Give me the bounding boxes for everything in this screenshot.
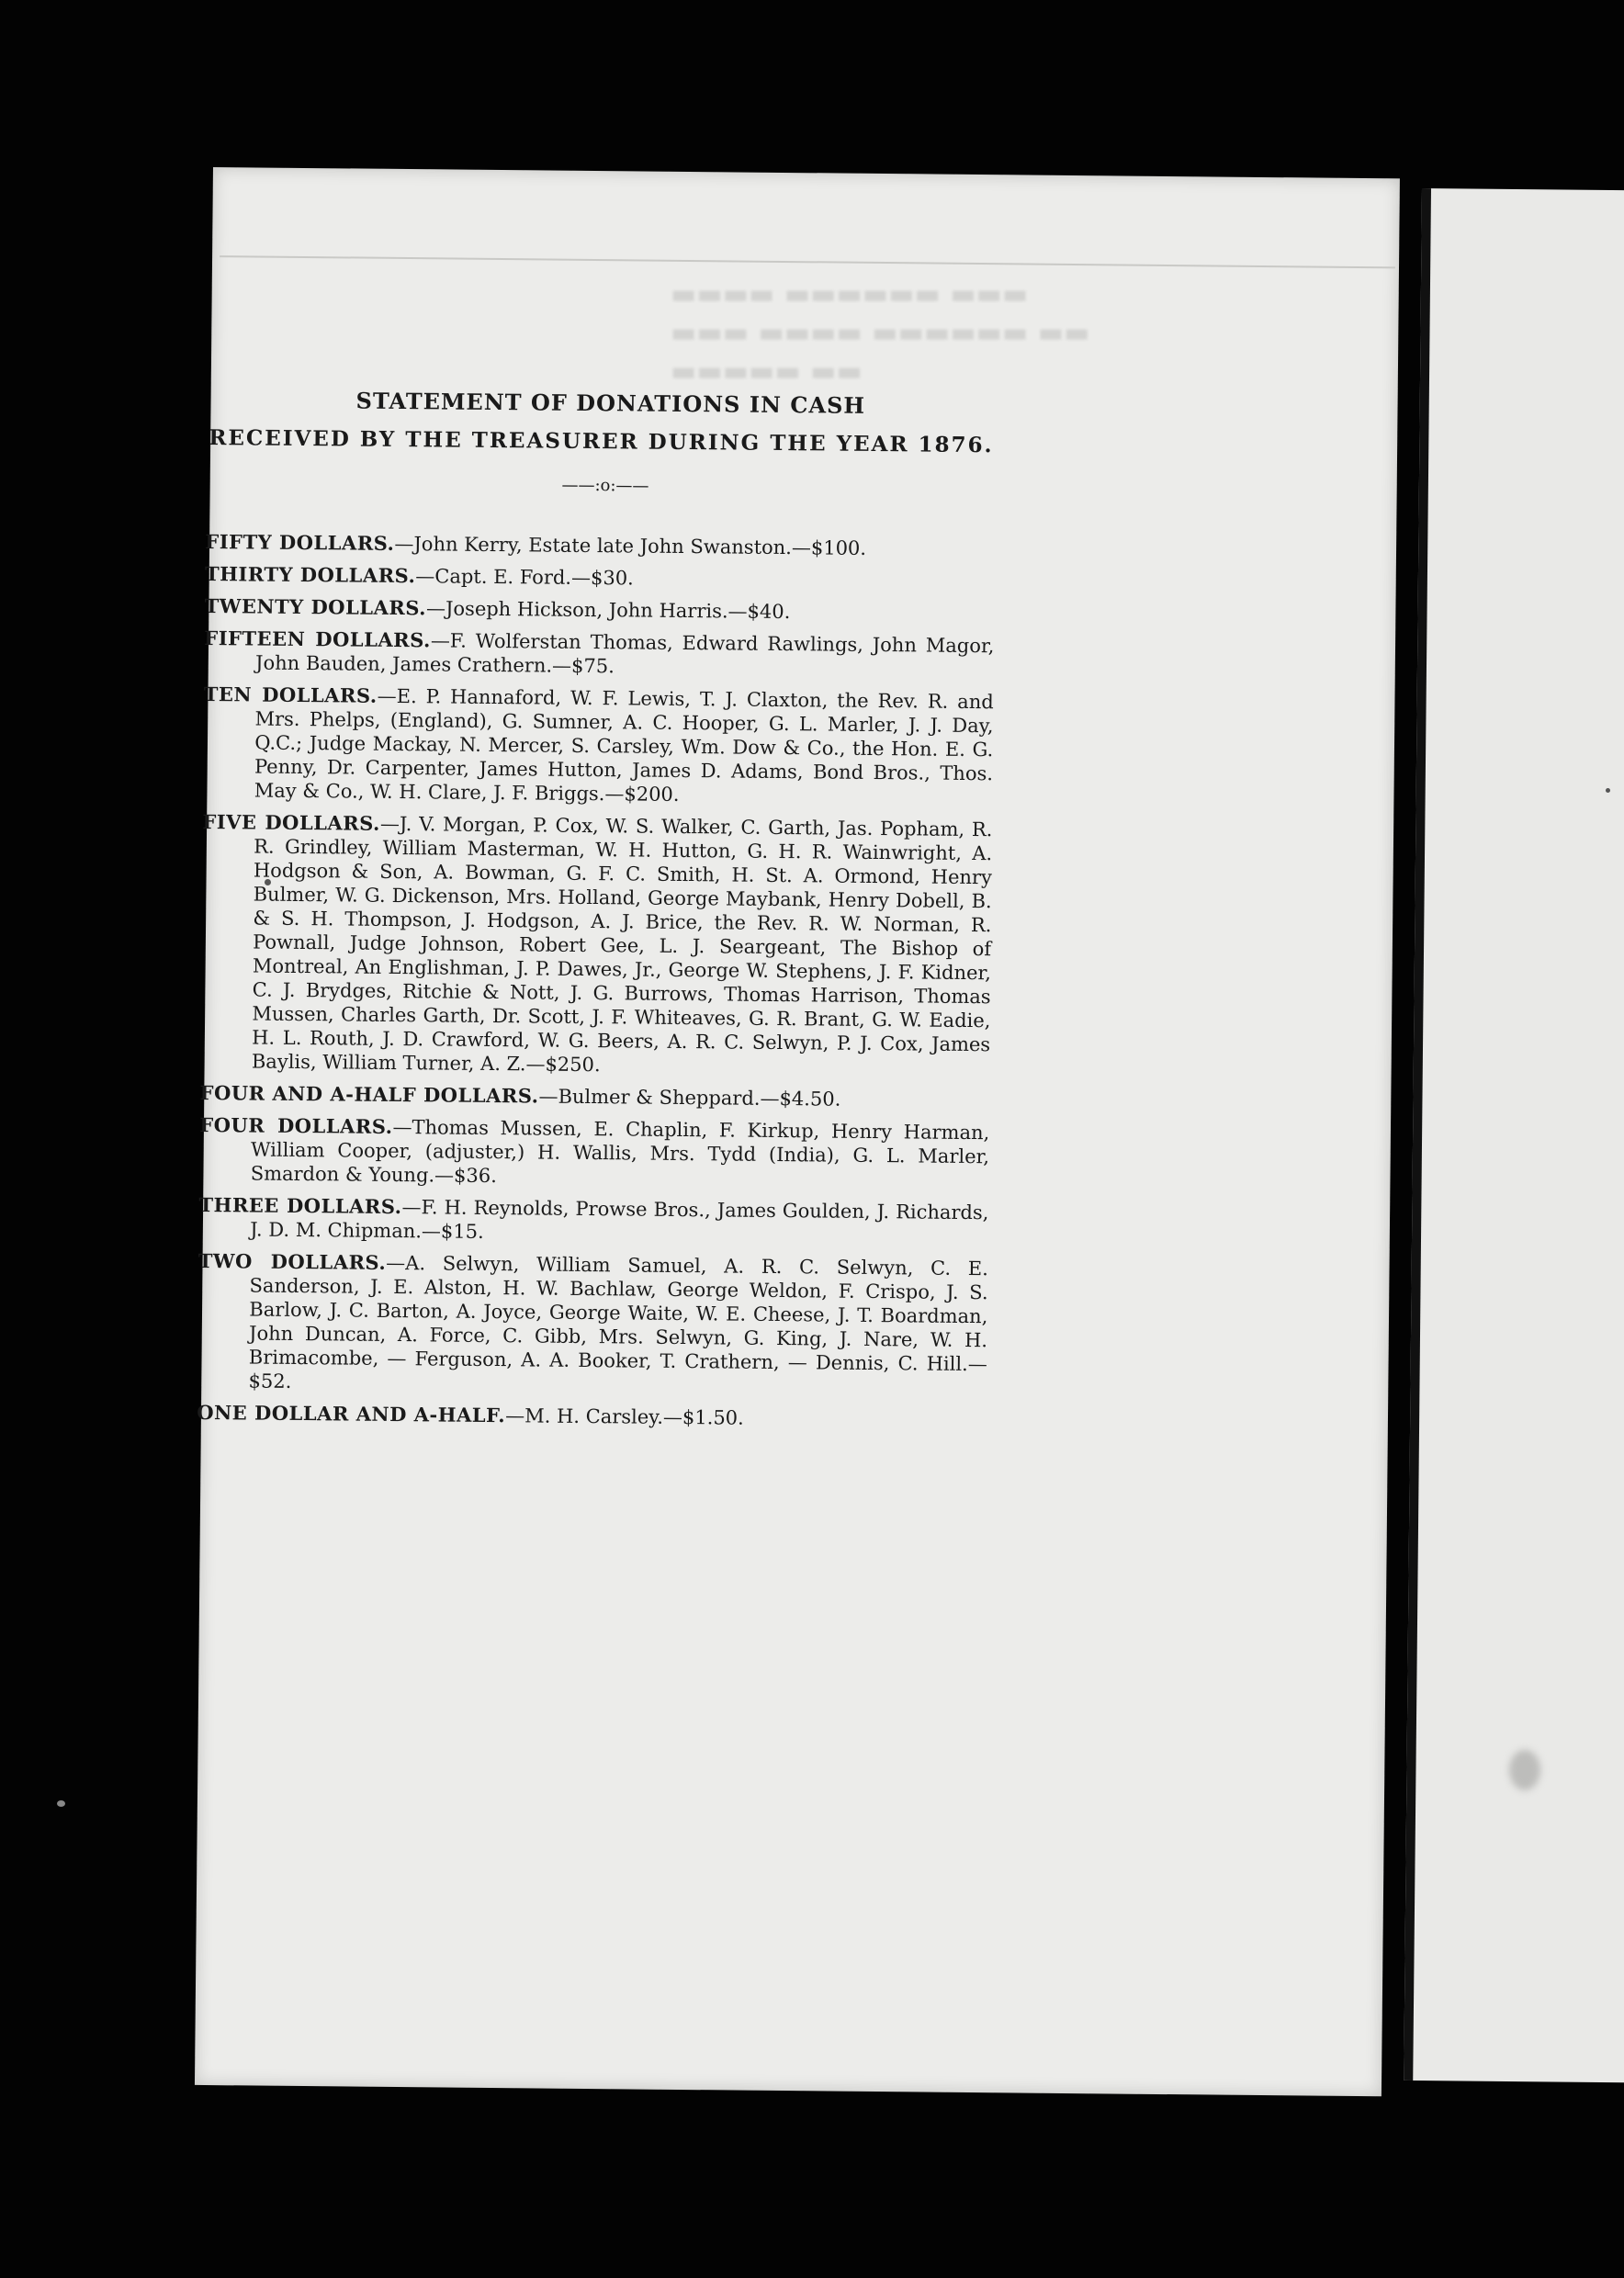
donation-text: —F. H. Reynolds, Prowse Bros., James Goulden, J. Richards, J. D. M. Chipman.—$15.: [250, 1196, 989, 1243]
donation-heading: THIRTY DOLLARS.: [204, 561, 416, 588]
donation-text: —Bulmer & Sheppard.—$4.50.: [538, 1085, 841, 1111]
donation-entry: [200, 810, 993, 1080]
donation-text: —M. H. Carsley.—$1.50.: [505, 1404, 744, 1429]
donation-text: —J. V. Morgan, P. Cox, W. S. Walker, C. Garth, Jas. Popham, R. R. Grindley, William Masterman, W. H. Hutton, G. H. R. Wainwright, A. Hodgson & Son, A. Bowman, G. F. C. Smith, H. St. A. Ormond, Henry Bulmer, W. G. Dickenson, Mrs. Holland, George Maybank, Henry Dobell, B. & S. H. Thompson, J. Hodgson, A. J. Brice, the Rev. R. W. Norman, R. Pownall, Judge Johnson, Robert Gee, L. J. Seargeant, The Bishop of Montreal, An Englishman, J. P. Dawes, Jr., George W. Stephens, J. F. Kidner, C. J. Brydges, Ritchie & Nott, J. G. Burrows, Thomas Harrison, Thomas Mussen, Charles Garth, Dr. Scott, J. F. Whiteaves, G. R. Brant, G. W. Eadie, H. L. Routh, J. D. Crawford, W. G. Beers, A. R. C. Selwyn, P. J. Cox, James Baylis, William Turner, A. Z.—$250.: [251, 812, 993, 1077]
show-through-bleed: ▬▬▬▬ ▬▬▬▬▬▬ ▬▬▬ ▬▬▬ ▬▬▬▬ ▬▬▬▬▬▬ ▬▬ ▬▬▬▬▬ ▬▬: [671, 278, 1090, 388]
donation-heading: FOUR DOLLARS.: [199, 1112, 393, 1138]
donation-entry: [203, 682, 994, 809]
donation-heading: TEN DOLLARS.: [203, 682, 378, 707]
donation-entry: [205, 530, 995, 561]
donation-text: —John Kerry, Estate late John Swanston.—$100.: [394, 532, 867, 559]
scan-speck: [1606, 788, 1610, 793]
donation-heading: FIFTEEN DOLLARS.: [204, 626, 432, 652]
donation-entry: [199, 1113, 990, 1192]
donation-entry: [205, 562, 995, 593]
donation-heading: TWO DOLLARS.: [197, 1248, 387, 1274]
donation-entry: [204, 626, 994, 682]
donation-text: —Thomas Mussen, E. Chaplin, F. Kirkup, Henry Harman, William Cooper, (adjuster,) H. Wallis, Mrs. Tydd (India), G. L. Marler, Smardon & Young.—$36.: [250, 1115, 990, 1188]
page-title: STATEMENT OF DONATIONS IN CASH: [355, 387, 866, 419]
right-page-edge: [1404, 188, 1624, 2082]
scan-smudge: [1509, 1750, 1540, 1790]
donation-entry: [205, 594, 995, 626]
donation-entry: [197, 1249, 987, 1400]
donation-heading: TWENTY DOLLARS.: [204, 593, 427, 620]
donation-entry: [199, 1081, 989, 1112]
page-crease: [220, 255, 1395, 268]
scan-speck: [57, 1800, 65, 1807]
separator-ornament: ——:o:——: [561, 475, 649, 496]
donation-heading: FOUR AND A-HALF DOLLARS.: [199, 1080, 539, 1108]
donation-heading: ONE DOLLAR AND A-HALF.: [197, 1400, 506, 1427]
donation-heading: FIFTY DOLLARS.: [205, 529, 395, 555]
donation-entry: [198, 1193, 988, 1248]
page-subtitle: RECEIVED BY THE TREASURER DURING THE YEAR 1876.: [209, 425, 994, 458]
donation-text: —Joseph Hickson, John Harris.—$40.: [425, 597, 791, 624]
donation-heading: FIVE DOLLARS.: [202, 809, 381, 835]
donation-entry: [197, 1401, 987, 1432]
donation-text: —E. P. Hannaford, W. F. Lewis, T. J. Claxton, the Rev. R. and Mrs. Phelps, (England), G. Sumner, A. C. Hooper, G. L. Marler, J. J. Day, Q.C.; Judge Mackay, N. Mercer, S. Carsley, Wm. Dow & Co., the Hon. E. G. Penny, Dr. Carpenter, James Hutton, James D. Adams, Bond Bros., Thos. May & Co., W. H. Clare, J. F. Briggs.—$200.: [254, 684, 994, 806]
document-body: [197, 386, 997, 1440]
donation-heading: THREE DOLLARS.: [198, 1192, 402, 1219]
donation-text: —Capt. E. Ford.—$30.: [415, 565, 634, 590]
donation-text: —F. Wolferstan Thomas, Edward Rawlings, John Magor, John Bauden, James Crathern.—$75.: [254, 629, 995, 678]
donation-text: —A. Selwyn, William Samuel, A. R. C. Selwyn, C. E. Sanderson, J. E. Alston, H. W. Bachlaw, George Weldon, F. Crispo, J. S. Barlow, J. C. Barton, A. Joyce, George Waite, W. E. Cheese, J. T. Boardman, John Duncan, A. Force, C. Gibb, Mrs. Selwyn, G. King, J. Nare, W. H. Brimacombe, — Ferguson, A. A. Booker, T. Crathern, — Dennis, C. Hill.—$52.: [248, 1251, 988, 1393]
